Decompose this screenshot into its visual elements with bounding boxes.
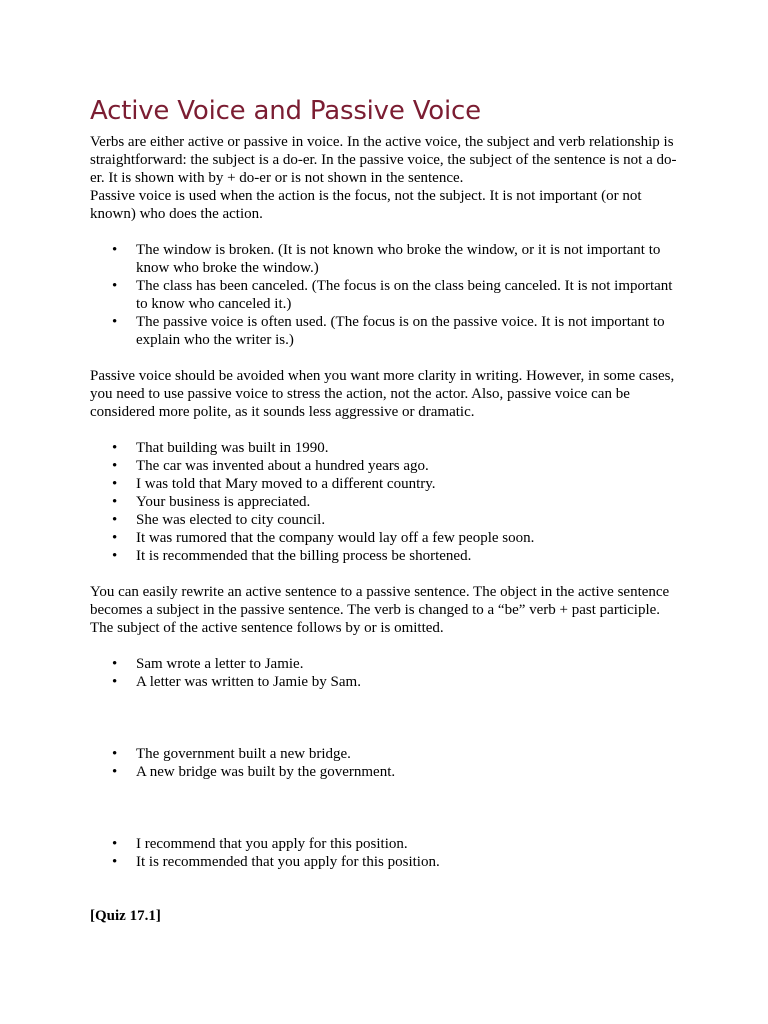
spacer	[90, 781, 682, 835]
spacer	[90, 565, 682, 583]
spacer	[90, 421, 682, 439]
list-item: • The passive voice is often used. (The focus is on the passive voice. It is not important to explain who the writer is.)	[90, 313, 682, 349]
list-item: • The window is broken. (It is not known who broke the window, or it is not important to know who broke the window.)	[90, 241, 682, 277]
example-pair-1	[90, 655, 682, 691]
usage-paragraph: Passive voice should be avoided when you want more clarity in writing. However, in some cases, you need to use passive voice to stress the action, not the actor. Also, passive voice can be considered more polite, as it sounds less aggressive or dramatic.	[90, 368, 675, 420]
spacer	[90, 637, 682, 655]
list-item: • A new bridge was built by the government.	[90, 763, 682, 781]
list-item: • I recommend that you apply for this position.	[90, 835, 682, 853]
document-page	[90, 94, 682, 925]
list-item: • It was rumored that the company would lay off a few people soon.	[90, 529, 682, 547]
list-item: • Your business is appreciated.	[90, 493, 682, 511]
spacer	[90, 223, 682, 241]
list-item: • She was elected to city council.	[90, 511, 682, 529]
intro-paragraph-2: Passive voice is used when the action is the focus, not the subject. It is not important (or not known) who does the action.	[90, 188, 642, 222]
spacer	[90, 349, 682, 367]
list-item: • The car was invented about a hundred years ago.	[90, 457, 682, 475]
list-item: • A letter was written to Jamie by Sam.	[90, 673, 682, 691]
spacer	[90, 691, 682, 745]
list-item: • The class has been canceled. (The focus is on the class being canceled. It is not important to know who canceled it.)	[90, 277, 682, 313]
spacer	[90, 871, 682, 907]
list-item: • It is recommended that you apply for this position.	[90, 853, 682, 871]
passive-focus-list	[90, 241, 682, 349]
list-item: • The government built a new bridge.	[90, 745, 682, 763]
example-pair-2	[90, 745, 682, 781]
intro-paragraph: Verbs are either active or passive in voice. In the active voice, the subject and verb relationship is straightforward: the subject is a do-er. In the passive voice, the subject of the sentence is not a do-er. It is shown with by + do-er or is not shown in the sentence.	[90, 134, 677, 186]
page-title: Active Voice and Passive Voice	[90, 96, 481, 126]
passive-examples-list	[90, 439, 682, 565]
list-item: • It is recommended that the billing process be shortened.	[90, 547, 682, 565]
list-item: • Sam wrote a letter to Jamie.	[90, 655, 682, 673]
list-item: • That building was built in 1990.	[90, 439, 682, 457]
list-item: • I was told that Mary moved to a different country.	[90, 475, 682, 493]
example-pair-3	[90, 835, 682, 871]
rewrite-paragraph: You can easily rewrite an active sentence to a passive sentence. The object in the active sentence becomes a subject in the passive sentence. The verb is changed to a “be” verb + past participle. The subject of the active sentence follows by or is omitted.	[90, 584, 670, 636]
quiz-label: [Quiz 17.1]	[90, 908, 161, 924]
